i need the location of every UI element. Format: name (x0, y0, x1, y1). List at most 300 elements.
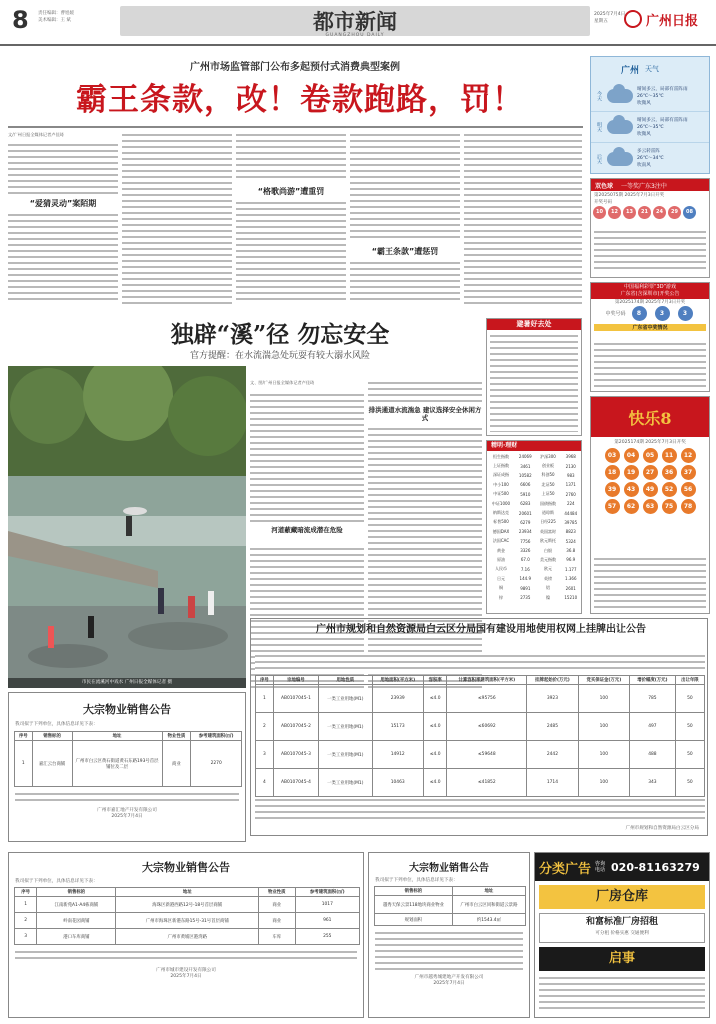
td: ≤4.0 (423, 713, 447, 741)
stock-cell: 6279 (520, 519, 531, 525)
stock-cell: 44484 (564, 510, 578, 516)
sales2-footer: 广州市城市建设开发有限公司 (156, 968, 216, 973)
section-subtitle: GUANGZHOU DAILY (325, 33, 385, 38)
lead-column-3 (236, 132, 346, 304)
td: 商业 (259, 897, 296, 913)
happy8-ball: 12 (681, 448, 696, 463)
td: 50 (675, 741, 704, 769)
lottery-happy8 (590, 396, 710, 614)
ad-rental-sub: 可分租 价格实惠 交通便利 (595, 931, 649, 936)
th: 增价幅度(万元) (630, 676, 676, 685)
stock-cell: 欧元 (544, 566, 553, 572)
photo-caption: 市民在流溪河中戏水 广州日报全媒体记者 摄 (8, 678, 246, 688)
stock-cell: 67.0 (520, 557, 530, 563)
th: 序号 (256, 676, 274, 685)
stock-row (487, 555, 581, 564)
td: 2442 (527, 741, 578, 769)
feature-headline: 独辟“溪”径 勿忘安全 (170, 321, 390, 348)
stock-cell: 7756 (520, 538, 531, 544)
classified-phone: 020-81163279 (611, 860, 700, 874)
table-row (15, 913, 360, 929)
happy8-ball: 11 (662, 448, 677, 463)
land-notice-title: 广州市规划和自然资源局白云区分局国有建设用地使用权网上挂牌出让公告 (316, 624, 646, 635)
stock-row (487, 546, 581, 555)
stock-cell: 欧元斯托 (540, 538, 557, 544)
stock-cell: 沪深300 (540, 453, 556, 459)
happy8-ball: 39 (605, 482, 620, 497)
th: 销售标的 (375, 887, 453, 896)
td: AB0107045-4 (273, 769, 318, 797)
stock-row (487, 452, 581, 461)
td: 港口车库商铺 (37, 929, 116, 945)
weather-day: 后天 (596, 153, 602, 164)
stock-row (487, 490, 581, 499)
th: 销售标的 (37, 888, 116, 897)
ad-notice: 启事 (539, 947, 705, 971)
stock-cell: 6606 (520, 482, 531, 488)
stock-cell: 5910 (520, 491, 531, 497)
sales-notice-3 (368, 852, 530, 1018)
stock-cell: 2735 (520, 595, 531, 601)
th: 地址 (72, 732, 162, 741)
feature-photo (8, 366, 246, 688)
td: 1 (15, 897, 37, 913)
stock-row (487, 565, 581, 574)
td: 1714 (527, 769, 578, 797)
stock-cell: 国债指数 (540, 500, 557, 506)
sales1-title: 大宗物业销售公告 (83, 703, 171, 716)
lottery-issue: 一等奖广东3注中 (621, 182, 667, 190)
lottery-label: 开奖号码 (594, 200, 612, 205)
promo-box (486, 318, 582, 436)
weather-desc: 晴间多云，局部有雷阵雨 (637, 117, 688, 123)
sales3-table (374, 886, 526, 926)
lottery-3d (590, 282, 710, 392)
sales1-footer: 广州市嘉汇地产开发有限公司 (97, 808, 157, 813)
weather-desc: 晴间多云，局部有雷阵雨 (637, 86, 688, 92)
td: AB0107045-3 (273, 741, 318, 769)
td: 961 (295, 913, 359, 929)
section-title: 都市新闻 (313, 9, 397, 34)
feature-subhead-2: 排洪通道水流湍急 建议选择安全休闲方式 (368, 406, 482, 422)
td: 50 (675, 713, 704, 741)
weather-panel (590, 56, 710, 174)
lead-headline: 霸王条款，改！卷款跑路，罚！ (76, 82, 524, 118)
td: 15173 (372, 713, 423, 741)
stock-cell: 美元指数 (540, 556, 557, 562)
promo-title: 避暑好去处 (487, 319, 581, 330)
weather-row-today (591, 81, 709, 112)
river-photo (8, 366, 246, 688)
happy8-ball: 52 (662, 482, 677, 497)
lottery-3d-prize-title: 广东省中奖情况 (594, 324, 706, 331)
stock-cell: 224 (566, 501, 575, 507)
lead-subhead-3: “霸王条款”遭惩罚 (371, 247, 439, 256)
td: 1 (256, 685, 274, 713)
weather-row-tomorrow (591, 112, 709, 143)
lottery-3d-subtitle: 广东省(含深圳市)开奖公告 (620, 291, 680, 297)
th: 物业性质 (162, 732, 191, 741)
td: 3 (15, 929, 37, 945)
weather-day: 今天 (596, 91, 602, 101)
td: 100 (578, 769, 629, 797)
land-notice (250, 618, 708, 836)
stock-cell: 上证50 (541, 491, 555, 497)
red-ball: 12 (608, 206, 621, 219)
stock-cell: 2130 (565, 463, 576, 469)
3d-ball: 3 (678, 306, 693, 321)
weather-temp: 26℃～35℃ (637, 124, 664, 130)
lottery-3d-date: 第2025174期 2025年7月3日开奖 (614, 300, 686, 305)
stock-cell: 铜 (499, 585, 504, 591)
stock-cell: 英镑 (544, 575, 553, 581)
stock-cell: 中证1000 (491, 500, 511, 506)
stock-cell: 日经225 (540, 519, 556, 525)
table-row (256, 713, 705, 741)
stock-cell: 10582 (518, 472, 532, 478)
td: 2485 (527, 713, 578, 741)
stock-cell: 创业板 (542, 463, 555, 469)
td: 2 (15, 913, 37, 929)
happy8-ball: 49 (643, 482, 658, 497)
td: 广州市白云区黄石街道黄石东路193号首层铺位及二层 (72, 741, 162, 787)
weather-wind: 吹微风 (637, 131, 651, 137)
td: 100 (578, 741, 629, 769)
td: 2 (256, 713, 274, 741)
td: 广州市黄埔区港湾路 (116, 929, 259, 945)
lead-column-5 (464, 132, 582, 304)
td: 100 (578, 713, 629, 741)
red-ball: 21 (638, 206, 651, 219)
happy8-ball: 27 (643, 465, 658, 480)
stock-cell: 科创50 (541, 472, 555, 478)
td: 3923 (527, 685, 578, 713)
ad-factory-warehouse: 厂房仓库 (539, 885, 705, 909)
weather-wind: 吹南风 (637, 163, 651, 168)
happy8-ball: 03 (605, 448, 620, 463)
td: 1017 (295, 897, 359, 913)
table-row (15, 929, 360, 945)
divider (8, 126, 583, 128)
stock-row (487, 574, 581, 583)
lead-subhead-1: “爱猜灵动”案陌期 (29, 199, 97, 208)
blue-ball: 08 (683, 206, 696, 219)
stock-cell: 原油 (497, 556, 506, 562)
3d-ball: 3 (655, 306, 670, 321)
stock-cell: 2760 (565, 491, 576, 497)
happy8-ball: 57 (605, 499, 620, 514)
stock-row (487, 583, 581, 592)
td: 4 (256, 769, 274, 797)
stock-cell: 1.366 (565, 576, 577, 582)
td: 岭南花园商铺 (37, 913, 116, 929)
3d-ball: 8 (632, 306, 647, 321)
td: 3 (256, 741, 274, 769)
happy8-ball: 63 (643, 499, 658, 514)
th: 出让年限 (675, 676, 704, 685)
stock-cell: 3968 (565, 454, 576, 460)
sales-notice-1 (8, 692, 246, 842)
red-ball: 13 (623, 206, 636, 219)
happy8-ball: 56 (681, 482, 696, 497)
th: 序号 (15, 888, 37, 897)
stock-cell: 1371 (565, 482, 576, 488)
happy8-ball: 05 (643, 448, 658, 463)
stock-cell: 3461 (520, 463, 531, 469)
ssq-balls (591, 205, 709, 220)
happy8-ball: 18 (605, 465, 620, 480)
td: ≤41852 (447, 769, 527, 797)
stock-cell: 23934 (518, 529, 532, 535)
happy8-balls (591, 447, 709, 515)
stock-cell: 黄金 (497, 547, 506, 553)
th: 计算容积率建筑面积(平方米) (447, 676, 527, 685)
td: 一类工业用地(M1) (319, 685, 372, 713)
stock-cell: 144.9 (519, 576, 531, 582)
happy8-ball: 36 (662, 465, 677, 480)
td: 14912 (372, 741, 423, 769)
happy8-ball: 43 (624, 482, 639, 497)
td: 规划面积 (375, 914, 453, 926)
stock-cell: 德国DAX (492, 528, 510, 534)
table-row (256, 685, 705, 713)
sales2-table (14, 887, 360, 945)
td: ≤59648 (447, 741, 527, 769)
stock-cell: 铝 (546, 585, 551, 591)
issue-date (594, 11, 625, 25)
lead-kicker: 广州市场监管部门公布多起预付式消费典型案例 (190, 62, 400, 73)
td: 商业 (259, 913, 296, 929)
stock-cell: 8823 (565, 529, 576, 535)
stock-cell: 锌 (499, 594, 504, 600)
td: 一类工业用地(M1) (319, 769, 372, 797)
stock-cell: 白银 (544, 547, 553, 553)
stock-cell: 5324 (565, 538, 576, 544)
stock-cell: 人民币 (495, 566, 508, 572)
td: 约1543.4㎡ (452, 914, 525, 926)
weather-temp: 26℃～34℃ (637, 156, 664, 161)
weather-desc: 多云转雷阵 (637, 149, 660, 154)
stock-cell: 纳斯达克 (493, 510, 510, 516)
cloud-icon (607, 152, 633, 166)
stock-cell: 96.9 (566, 557, 576, 563)
th: 参考建筑面积(㎡) (295, 888, 359, 897)
happy8-ball: 04 (624, 448, 639, 463)
cloud-icon (607, 120, 633, 134)
lead-byline: 文/广州日报全媒体记者卢佳琦 (8, 132, 64, 137)
happy8-ball: 75 (662, 499, 677, 514)
lead-column-1 (8, 132, 118, 304)
table-row (375, 914, 526, 926)
td: 越秀天保云景118地块商业物业 (375, 896, 453, 914)
th: 用地面积(平方米) (372, 676, 423, 685)
td: 一类工业用地(M1) (319, 741, 372, 769)
sales3-footer: 广州市越秀城建地产开发有限公司 (414, 975, 484, 980)
classified-phone-label: 咨询电话 (595, 861, 606, 873)
td: 海珠区新港西路12号-18号首层商铺 (116, 897, 259, 913)
happy8-ball: 62 (624, 499, 639, 514)
masthead (0, 0, 716, 46)
td: 497 (630, 713, 676, 741)
stock-cell: 9891 (520, 585, 531, 591)
sales1-date: 2025年7月4日 (111, 814, 143, 819)
stock-cell: 恒生指数 (493, 453, 510, 459)
table-row (375, 896, 526, 914)
td: 100 (578, 685, 629, 713)
stock-cell: 日元 (497, 575, 506, 581)
happy8-ball: 19 (624, 465, 639, 480)
editor-line: 责任编辑：曹旭媛 (38, 11, 74, 16)
stock-cell: 20601 (518, 510, 532, 516)
stock-cell: 3326 (520, 548, 531, 554)
td: 广州市白云区同和街道云景路 (452, 896, 525, 914)
land-notice-table (255, 675, 705, 797)
th: 销售标的 (32, 732, 72, 741)
stock-row (487, 508, 581, 517)
td: 10463 (372, 769, 423, 797)
stock-cell: 7.16 (520, 566, 530, 572)
stock-row (487, 480, 581, 489)
th: 容积率 (423, 676, 447, 685)
td: 1 (15, 741, 33, 787)
stock-row (487, 593, 581, 602)
th: 挂牌起始价(万元) (527, 676, 578, 685)
stocks-table (487, 452, 581, 602)
ad-rental-title: 和富标准厂房招租 (585, 917, 658, 927)
happy8-date: 第2025174期 2025年7月3日开奖 (614, 440, 686, 445)
stock-cell: 2601 (565, 585, 576, 591)
td: 785 (630, 685, 676, 713)
editors (38, 10, 74, 24)
th: 用地性质 (319, 676, 372, 685)
stock-cell: 36.8 (566, 548, 576, 554)
stock-cell: 中证500 (493, 491, 509, 497)
td: AB0107045-1 (273, 685, 318, 713)
feature-subhead-1: 河道蔽藏暗流成潜在危险 (271, 526, 343, 534)
stock-row (487, 461, 581, 470)
weather-day: 明天 (596, 122, 602, 132)
td: ≤60692 (447, 713, 527, 741)
happy8-title: 快乐8 (628, 408, 672, 428)
td: 343 (630, 769, 676, 797)
classified-title: 分类广告 (539, 861, 592, 877)
feature-byline: 文、图/广州日报全媒体记者卢佳琦 (250, 380, 315, 385)
stock-cell: 中小100 (493, 481, 509, 487)
stock-cell: 英国富时 (540, 528, 557, 534)
th: 序号 (15, 732, 33, 741)
th: 地址 (116, 888, 259, 897)
land-notice-signoff: 广州市规划和自然资源局白云区分局 (625, 826, 699, 831)
sales2-intro: 我司拟于下列单位，具体信息详见下表： (15, 879, 98, 884)
td: 2270 (191, 741, 242, 787)
td: ≤4.0 (423, 685, 447, 713)
red-ball: 29 (668, 206, 681, 219)
th: 参考建筑面积(㎡) (191, 732, 242, 741)
stock-cell: 道琼斯 (542, 510, 555, 516)
td: AB0107045-2 (273, 713, 318, 741)
table-row (256, 769, 705, 797)
stock-row (487, 527, 581, 536)
td: 23939 (372, 685, 423, 713)
stock-cell: 深证成指 (493, 472, 510, 478)
td: 江南新苑A1-A4栋商铺 (37, 897, 116, 913)
td: 广州市海珠区新港东路15号-31号首层商铺 (116, 913, 259, 929)
red-ball: 10 (593, 206, 606, 219)
sales3-intro: 我司拟于下列单位，具体信息详见下表： (375, 878, 458, 883)
td: 255 (295, 929, 359, 945)
weather-wind: 吹微风 (637, 100, 651, 106)
sales1-intro: 我司拟于下列单位，具体信息详见下表： (15, 722, 98, 727)
td: ≤95756 (447, 685, 527, 713)
td: 商业 (162, 741, 191, 787)
cloud-icon (607, 89, 633, 103)
stock-cell: 法国CAC (492, 538, 510, 544)
sales3-date: 2025年7月4日 (433, 981, 465, 986)
table-row (15, 741, 242, 787)
td: ≤4.0 (423, 769, 447, 797)
lottery-3d-title: 中国福利彩票“3D”游戏 (623, 284, 677, 290)
sales2-title: 大宗物业销售公告 (142, 861, 230, 874)
stock-row (487, 499, 581, 508)
stock-cell: 983 (566, 472, 575, 478)
sales2-date: 2025年7月4日 (170, 974, 202, 979)
lead-column-4 (350, 132, 460, 304)
stock-cell: 15210 (564, 595, 578, 601)
th: 地址 (452, 887, 525, 896)
date-text: 2025年7月4日 (594, 12, 626, 17)
weather-city: 广州 (621, 65, 640, 76)
stocks-title: 精明·理财 (487, 441, 581, 451)
lottery-ssq (590, 178, 710, 278)
weather-label: 天气 (645, 65, 660, 73)
red-ball: 24 (653, 206, 666, 219)
weekday-text: 星期五 (594, 19, 608, 24)
stock-cell: 上证指数 (493, 463, 510, 469)
th: 物业性质 (259, 888, 296, 897)
td: 488 (630, 741, 676, 769)
lottery-3d-label: 中奖号码 (605, 311, 626, 317)
th: 竞买保证金(万元) (578, 676, 629, 685)
weather-temp: 26℃～35℃ (637, 93, 664, 99)
weather-row-day-after (591, 143, 709, 174)
sales1-table (14, 731, 242, 787)
stock-cell: 24069 (518, 454, 532, 460)
table-row (15, 897, 360, 913)
lottery-date: 第2025075期 2025年7月3日开奖 (594, 193, 665, 198)
stock-cell: 标普500 (493, 519, 509, 525)
sales3-title: 大宗物业销售公告 (409, 863, 489, 874)
td: 一类工业用地(M1) (319, 713, 372, 741)
td: 50 (675, 685, 704, 713)
page-number: 8 (12, 6, 29, 34)
newspaper-name: 广州日报 (646, 14, 699, 29)
lottery-title: 双色球 (595, 182, 614, 190)
stock-row (487, 518, 581, 527)
stocks-box (486, 440, 582, 614)
stock-row (487, 537, 581, 546)
lead-column-2 (122, 132, 232, 304)
happy8-ball: 37 (681, 465, 696, 480)
td: 嘉汇云台商铺 (32, 741, 72, 787)
sales-notice-2 (8, 852, 364, 1018)
stock-cell: 1.177 (565, 566, 577, 572)
th: 宗地编号 (273, 676, 318, 685)
editor-line: 美术编辑：王 斌 (38, 18, 71, 23)
stock-row (487, 471, 581, 480)
td: 50 (675, 769, 704, 797)
stock-cell: 6283 (520, 501, 531, 507)
lead-subhead-2: “格歌尚游”遭重罚 (257, 187, 325, 196)
